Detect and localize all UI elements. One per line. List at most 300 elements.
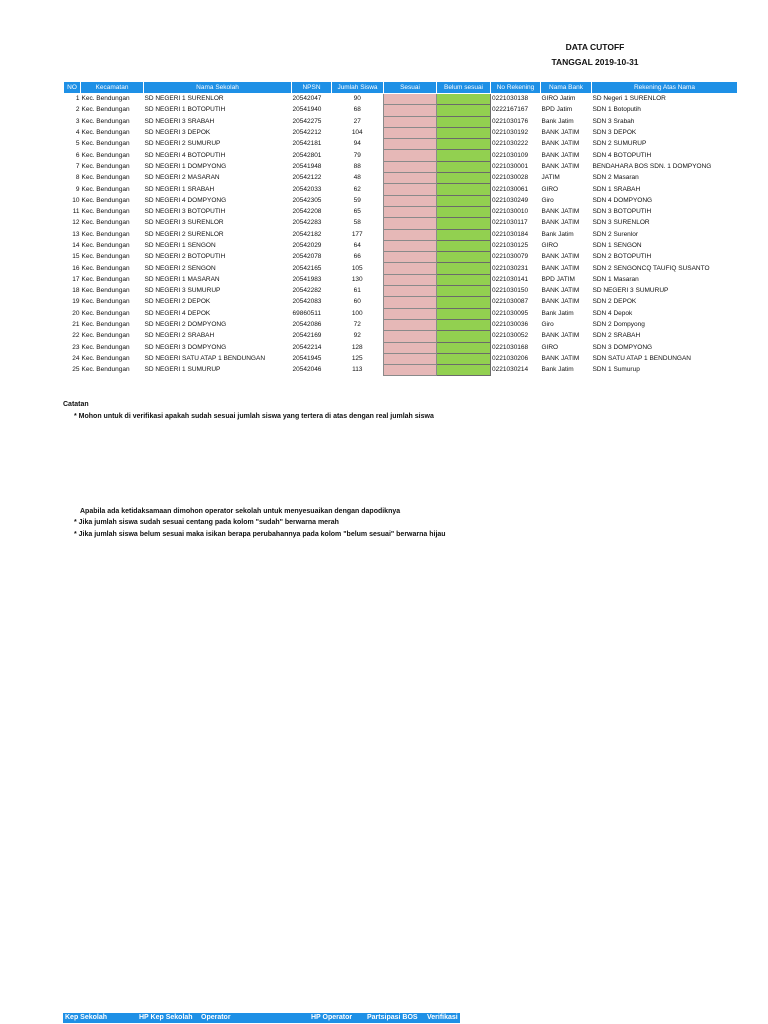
school-name-cell: SD NEGERI 2 SRABAH	[144, 332, 215, 340]
account-number-cell: 0221030001	[492, 162, 529, 170]
sesuai-cell[interactable]	[384, 274, 437, 285]
footer-verifikasi: Verifikasi	[425, 1013, 460, 1023]
student-count-cell: 68	[353, 106, 361, 114]
kecamatan-cell: Kec. Bendungan	[81, 264, 130, 272]
bank-name-cell: GIRO Jatim	[541, 95, 576, 103]
school-name-cell: SD NEGERI 1 BOTOPUTIH	[144, 106, 226, 114]
kecamatan-cell: Kec. Bendungan	[81, 117, 130, 125]
sesuai-cell[interactable]	[384, 206, 437, 217]
kecamatan-cell: Kec. Bendungan	[81, 366, 130, 374]
table-row	[64, 206, 738, 217]
row-no: 8	[75, 174, 80, 182]
row-no: 7	[75, 162, 80, 170]
npsn-cell: 20542169	[292, 332, 322, 340]
kecamatan-cell: Kec. Bendungan	[81, 321, 130, 329]
kecamatan-cell: Kec. Bendungan	[81, 298, 130, 306]
npsn-cell: 20542801	[292, 151, 322, 159]
sesuai-cell[interactable]	[384, 319, 437, 330]
belum-sesuai-cell[interactable]	[437, 331, 491, 342]
note-mismatch: Apabila ada ketidaksamaan dimohon operator sekolah untuk menyesuaikan dengan dapodiknya	[80, 508, 401, 515]
kecamatan-cell: Kec. Bendungan	[81, 242, 130, 249]
account-number-cell: 0221030028	[492, 174, 529, 182]
bank-name-cell: Bank Jatim	[541, 117, 574, 125]
row-no: 14	[72, 242, 80, 249]
account-holder-cell: SDN 4 Depok	[592, 309, 633, 317]
account-holder-cell: SDN SATU ATAP 1 BENDUNGAN	[592, 354, 691, 362]
account-holder-cell: SDN 3 BOTOPUTIH	[592, 208, 652, 216]
sheet-title: DATA CUTOFF	[565, 42, 625, 52]
row-no: 10	[72, 196, 80, 204]
student-count-cell: 61	[353, 287, 361, 295]
account-holder-cell: SDN 1 SENGON	[592, 242, 642, 249]
school-name-cell: SD NEGERI 3 DEPOK	[144, 129, 211, 137]
student-count-cell: 105	[351, 264, 363, 272]
row-no: 21	[72, 321, 80, 329]
account-number-cell: 0221030095	[492, 309, 529, 317]
account-number-cell: 0221030141	[492, 275, 529, 283]
school-name-cell: SD NEGERI 4 DEPOK	[144, 309, 211, 317]
student-count-cell: 59	[353, 196, 361, 204]
account-holder-cell: SDN 3 DOMPYONG	[592, 343, 653, 351]
bank-name-cell: BANK JATIM	[541, 219, 580, 227]
row-no: 16	[72, 264, 80, 272]
row-no: 5	[75, 140, 80, 148]
student-count-cell: 60	[353, 298, 361, 306]
table-row	[64, 319, 738, 330]
row-no: 22	[72, 332, 80, 340]
kecamatan-cell: Kec. Bendungan	[81, 287, 130, 295]
bank-name-cell: BANK JATIM	[541, 264, 580, 272]
table-row	[64, 229, 738, 240]
school-name-cell: SD NEGERI 1 SENGON	[144, 242, 216, 249]
footer-operator: Operator	[199, 1013, 309, 1023]
bank-name-cell: BANK JATIM	[541, 162, 580, 170]
belum-sesuai-cell[interactable]	[437, 240, 491, 251]
student-count-cell: 125	[351, 354, 363, 362]
bank-name-cell: BANK JATIM	[541, 129, 580, 137]
sesuai-cell[interactable]	[384, 218, 437, 229]
account-number-cell: 0221030138	[492, 95, 529, 103]
belum-sesuai-cell[interactable]	[437, 184, 491, 195]
school-name-cell: SD NEGERI 3 DOMPYONG	[144, 343, 227, 351]
belum-sesuai-cell[interactable]	[437, 297, 491, 308]
account-holder-cell: SDN 2 SENGONCQ TAUFIQ SUSANTO	[592, 264, 710, 272]
table-row	[64, 94, 738, 105]
kecamatan-cell: Kec. Bendungan	[81, 332, 130, 340]
school-name-cell: SD NEGERI 1 SUMURUP	[144, 366, 221, 374]
student-count-cell: 66	[353, 253, 361, 261]
sesuai-cell[interactable]	[384, 365, 437, 376]
table-row	[64, 218, 738, 229]
row-no: 2	[75, 106, 80, 114]
sesuai-cell[interactable]	[384, 297, 437, 308]
table-row	[64, 150, 738, 161]
belum-sesuai-cell[interactable]	[437, 206, 491, 217]
kecamatan-cell: Kec. Bendungan	[81, 129, 130, 137]
bank-name-cell: Giro	[541, 321, 554, 329]
belum-sesuai-cell[interactable]	[437, 342, 491, 353]
sesuai-cell[interactable]	[384, 94, 437, 105]
kecamatan-cell: Kec. Bendungan	[81, 309, 130, 317]
npsn-cell: 20542165	[292, 264, 322, 272]
account-number-cell: 0221030109	[492, 151, 529, 159]
kecamatan-cell: Kec. Bendungan	[81, 208, 130, 216]
bank-name-cell: Bank Jatim	[541, 309, 574, 317]
student-count-cell: 64	[353, 242, 361, 249]
table-row	[64, 184, 738, 195]
school-name-cell: SD NEGERI 2 BOTOPUTIH	[144, 253, 226, 261]
kecamatan-cell: Kec. Bendungan	[81, 196, 130, 204]
school-data-table	[63, 81, 738, 376]
account-number-cell: 0221030176	[492, 117, 529, 125]
belum-sesuai-cell[interactable]	[437, 139, 491, 150]
belum-sesuai-cell[interactable]	[437, 161, 491, 172]
npsn-cell: 20542046	[292, 366, 322, 374]
sesuai-cell[interactable]	[384, 286, 437, 297]
student-count-cell: 130	[351, 275, 363, 283]
npsn-cell: 20541940	[292, 106, 322, 114]
row-no: 3	[75, 117, 80, 125]
school-name-cell: SD NEGERI 1 MASARAN	[144, 275, 220, 283]
row-no: 18	[72, 287, 80, 295]
sesuai-cell[interactable]	[384, 331, 437, 342]
row-no: 20	[72, 309, 80, 317]
bank-name-cell: GIRO	[541, 185, 559, 193]
kecamatan-cell: Kec. Bendungan	[81, 174, 130, 182]
student-count-cell: 88	[353, 162, 361, 170]
row-no: 11	[72, 208, 80, 216]
account-number-cell: 0221030168	[492, 343, 529, 351]
school-name-cell: SD NEGERI 2 DOMPYONG	[144, 321, 227, 329]
belum-sesuai-cell[interactable]	[437, 116, 491, 127]
school-name-cell: SD NEGERI 2 SUMURUP	[144, 140, 221, 148]
kecamatan-cell: Kec. Bendungan	[81, 253, 130, 261]
account-number-cell: 0221030061	[492, 185, 529, 193]
kecamatan-cell: Kec. Bendungan	[81, 162, 130, 170]
account-holder-cell: SDN 2 BOTOPUTIH	[592, 253, 652, 261]
col-header-belum-sesuai: Belum sesuai	[437, 82, 491, 94]
npsn-cell: 20541983	[292, 275, 322, 283]
account-number-cell: 0221030150	[492, 287, 529, 295]
npsn-cell: 20542283	[292, 219, 322, 227]
sesuai-cell[interactable]	[384, 263, 437, 274]
kecamatan-cell: Kec. Bendungan	[81, 185, 130, 193]
account-holder-cell: SDN 3 Srabah	[592, 117, 635, 125]
account-holder-cell: SDN 2 DEPOK	[592, 298, 637, 306]
account-holder-cell: BENDAHARA BOS SDN. 1 DOMPYONG	[592, 162, 712, 170]
account-number-cell: 0221030214	[492, 366, 529, 374]
table-row	[64, 263, 738, 274]
npsn-cell: 20542047	[292, 95, 322, 103]
belum-sesuai-cell[interactable]	[437, 195, 491, 206]
npsn-cell: 20542033	[292, 185, 322, 193]
belum-sesuai-cell[interactable]	[437, 105, 491, 116]
npsn-cell: 20542214	[292, 343, 322, 351]
school-name-cell: SD NEGERI 2 MASARAN	[144, 174, 220, 182]
col-header-nama-sekolah: Nama Sekolah	[144, 82, 292, 94]
npsn-cell: 69860511	[292, 309, 321, 317]
col-header-npsn: NPSN	[292, 82, 332, 94]
sesuai-cell[interactable]	[384, 195, 437, 206]
table-row	[64, 127, 738, 138]
table-row	[64, 331, 738, 342]
account-number-cell: 0222167167	[492, 106, 529, 114]
student-count-cell: 177	[351, 230, 363, 238]
belum-sesuai-cell[interactable]	[437, 229, 491, 240]
row-no: 24	[72, 354, 80, 362]
npsn-cell: 20542305	[292, 196, 322, 204]
kecamatan-cell: Kec. Bendungan	[81, 151, 130, 159]
kecamatan-cell: Kec. Bendungan	[81, 106, 130, 114]
account-holder-cell: SDN 1 Sumurup	[592, 366, 640, 374]
school-name-cell: SD NEGERI 3 SRABAH	[144, 117, 215, 125]
account-number-cell: 0221030036	[492, 321, 529, 329]
belum-sesuai-cell[interactable]	[437, 353, 491, 364]
table-row	[64, 274, 738, 285]
row-no: 17	[72, 275, 80, 283]
student-count-cell: 94	[353, 140, 361, 148]
account-holder-cell: SDN 3 SURENLOR	[592, 219, 650, 227]
student-count-cell: 104	[351, 129, 363, 137]
bank-name-cell: Giro	[541, 196, 554, 204]
belum-sesuai-cell[interactable]	[437, 94, 491, 105]
row-no: 6	[75, 151, 80, 159]
sesuai-cell[interactable]	[384, 116, 437, 127]
bank-name-cell: BANK JATIM	[541, 287, 580, 295]
npsn-cell: 20542083	[292, 298, 322, 306]
school-name-cell: SD NEGERI 1 SURENLOR	[144, 95, 224, 103]
sesuai-cell[interactable]	[384, 229, 437, 240]
npsn-cell: 20542086	[292, 321, 322, 329]
account-number-cell: 0221030222	[492, 140, 529, 148]
school-name-cell: SD NEGERI 3 SURENLOR	[144, 219, 224, 227]
student-count-cell: 128	[351, 343, 363, 351]
note-belum-sesuai-instruction: * Jika jumlah siswa belum sesuai maka isikan berapa perubahannya pada kolom "belum sesuai" berwarna hijau	[74, 531, 446, 538]
student-count-cell: 48	[353, 174, 361, 182]
footer-kep-sekolah: Kep Sekolah	[63, 1013, 137, 1023]
col-header-sesuai: Sesuai	[384, 82, 437, 94]
student-count-cell: 90	[353, 95, 361, 103]
school-name-cell: SD NEGERI 2 SENGON	[144, 264, 216, 272]
bank-name-cell: GIRO	[541, 242, 559, 249]
table-row	[64, 353, 738, 364]
belum-sesuai-cell[interactable]	[437, 308, 491, 319]
account-holder-cell: SDN 2 SRABAH	[592, 332, 641, 340]
sesuai-cell[interactable]	[384, 184, 437, 195]
row-no: 13	[72, 230, 80, 238]
account-holder-cell: SDN 2 Masaran	[592, 174, 639, 182]
school-name-cell: SD NEGERI 2 DEPOK	[144, 298, 211, 306]
table-row	[64, 252, 738, 263]
sesuai-cell[interactable]	[384, 173, 437, 184]
table-row	[64, 105, 738, 116]
row-no: 15	[72, 253, 80, 261]
row-no: 19	[72, 298, 80, 306]
account-holder-cell: SD NEGERI 3 SUMURUP	[592, 287, 669, 295]
belum-sesuai-cell[interactable]	[437, 319, 491, 330]
npsn-cell: 20541945	[292, 354, 322, 362]
account-holder-cell: SDN 3 DEPOK	[592, 129, 637, 137]
table-row	[64, 342, 738, 353]
student-count-cell: 27	[353, 117, 361, 125]
account-holder-cell: SDN 1 SRABAH	[592, 185, 641, 193]
notes-heading: Catatan	[63, 401, 89, 408]
account-holder-cell: SDN 4 DOMPYONG	[592, 196, 653, 204]
npsn-cell: 20542212	[292, 129, 322, 137]
sesuai-cell[interactable]	[384, 150, 437, 161]
col-header-no-rekening: No Rekening	[491, 82, 541, 94]
student-count-cell: 92	[353, 332, 361, 340]
bank-name-cell: Bank Jatim	[541, 230, 574, 238]
col-header-rekening-atas-nama: Rekening Atas Nama	[592, 82, 738, 94]
table-row	[64, 116, 738, 127]
note-sesuai-instruction: * Jika jumlah siswa sudah sesuai centang pada kolom "sudah" berwarna merah	[74, 519, 339, 526]
row-no: 1	[75, 95, 80, 103]
belum-sesuai-cell[interactable]	[437, 365, 491, 376]
school-name-cell: SD NEGERI 4 DOMPYONG	[144, 196, 227, 204]
npsn-cell: 20542122	[292, 174, 322, 182]
npsn-cell: 20542029	[292, 242, 322, 249]
table-row	[64, 365, 738, 376]
npsn-cell: 20542275	[292, 117, 322, 125]
table-row	[64, 195, 738, 206]
kecamatan-cell: Kec. Bendungan	[81, 275, 130, 283]
note-verify: * Mohon untuk di verifikasi apakah sudah sesuai jumlah siswa yang tertera di atas dengan real jumlah siswa	[74, 413, 434, 420]
sesuai-cell[interactable]	[384, 342, 437, 353]
kecamatan-cell: Kec. Bendungan	[81, 219, 130, 227]
table-row	[64, 161, 738, 172]
school-name-cell: SD NEGERI 2 SURENLOR	[144, 230, 224, 238]
table-row	[64, 297, 738, 308]
sesuai-cell[interactable]	[384, 240, 437, 251]
row-no: 4	[75, 129, 80, 137]
bank-name-cell: Bank Jatim	[541, 366, 574, 374]
account-number-cell: 0221030010	[492, 208, 529, 216]
sesuai-cell[interactable]	[384, 139, 437, 150]
table-row	[64, 173, 738, 184]
footer-hp-kep-sekolah: HP Kep Sekolah	[137, 1013, 199, 1023]
table-row	[64, 139, 738, 150]
student-count-cell: 100	[351, 309, 363, 317]
account-number-cell: 0221030117	[492, 219, 528, 227]
student-count-cell: 65	[353, 208, 361, 216]
belum-sesuai-cell[interactable]	[437, 286, 491, 297]
school-name-cell: SD NEGERI 3 SUMURUP	[144, 287, 221, 295]
bank-name-cell: BANK JATIM	[541, 298, 580, 306]
sesuai-cell[interactable]	[384, 308, 437, 319]
account-holder-cell: SDN 2 Surenlor	[592, 230, 639, 238]
bank-name-cell: BPD JATIM	[541, 275, 575, 283]
belum-sesuai-cell[interactable]	[437, 127, 491, 138]
account-number-cell: 0221030184	[492, 230, 529, 238]
student-count-cell: 113	[352, 366, 363, 374]
row-no: 25	[72, 366, 80, 374]
kecamatan-cell: Kec. Bendungan	[81, 140, 130, 148]
bank-name-cell: BANK JATIM	[541, 140, 580, 148]
account-number-cell: 0221030079	[492, 253, 529, 261]
npsn-cell: 20542078	[292, 253, 322, 261]
account-holder-cell: SDN 4 BOTOPUTIH	[592, 151, 652, 159]
sesuai-cell[interactable]	[384, 161, 437, 172]
bank-name-cell: GIRO	[541, 343, 559, 351]
footer-hp-operator: HP Operator	[309, 1013, 365, 1023]
row-no: 9	[75, 185, 80, 193]
row-no: 12	[72, 219, 80, 227]
bank-name-cell: BPD Jatim	[541, 106, 573, 114]
account-holder-cell: SDN 1 Botoputih	[592, 106, 641, 114]
school-name-cell: SD NEGERI 4 BOTOPUTIH	[144, 151, 226, 159]
npsn-cell: 20542181	[292, 140, 322, 148]
kecamatan-cell: Kec. Bendungan	[81, 343, 130, 351]
belum-sesuai-cell[interactable]	[437, 274, 491, 285]
belum-sesuai-cell[interactable]	[437, 263, 491, 274]
npsn-cell: 20542282	[292, 287, 322, 295]
table-row	[64, 240, 738, 251]
student-count-cell: 72	[353, 321, 361, 329]
sesuai-cell[interactable]	[384, 353, 437, 364]
npsn-cell: 20541948	[292, 162, 322, 170]
school-name-cell: SD NEGERI 1 DOMPYONG	[144, 162, 227, 170]
school-name-cell: SD NEGERI 3 BOTOPUTIH	[144, 208, 226, 216]
account-number-cell: 0221030087	[492, 298, 529, 306]
belum-sesuai-cell[interactable]	[437, 150, 491, 161]
student-count-cell: 62	[353, 185, 361, 193]
sesuai-cell[interactable]	[384, 127, 437, 138]
school-name-cell: SD NEGERI 1 SRABAH	[144, 185, 215, 193]
account-holder-cell: SD Negeri 1 SURENLOR	[592, 95, 666, 103]
col-header-no: NO	[64, 82, 81, 94]
account-number-cell: 0221030249	[492, 196, 529, 204]
account-holder-cell: SDN 1 Masaran	[592, 275, 639, 283]
account-number-cell: 0221030125	[492, 242, 529, 249]
col-header-nama-bank: Nama Bank	[541, 82, 592, 94]
sesuai-cell[interactable]	[384, 105, 437, 116]
bank-name-cell: BANK JATIM	[541, 208, 580, 216]
belum-sesuai-cell[interactable]	[437, 218, 491, 229]
account-number-cell: 0221030052	[492, 332, 529, 340]
kecamatan-cell: Kec. Bendungan	[81, 95, 130, 103]
kecamatan-cell: Kec. Bendungan	[81, 354, 130, 362]
bank-name-cell: BANK JATIM	[541, 354, 580, 362]
belum-sesuai-cell[interactable]	[437, 173, 491, 184]
account-number-cell: 0221030206	[492, 354, 529, 362]
col-header-kecamatan: Kecamatan	[81, 82, 144, 94]
npsn-cell: 20542208	[292, 208, 322, 216]
belum-sesuai-cell[interactable]	[437, 252, 491, 263]
account-holder-cell: SDN 2 Dompyong	[592, 321, 645, 329]
sesuai-cell[interactable]	[384, 252, 437, 263]
bank-name-cell: BANK JATIM	[541, 253, 580, 261]
table-row	[64, 286, 738, 297]
account-number-cell: 0221030192	[492, 129, 529, 137]
cutoff-date: TANGGAL 2019-10-31	[551, 57, 639, 67]
footer-header-row	[63, 1013, 460, 1023]
school-name-cell: SD NEGERI SATU ATAP 1 BENDUNGAN	[144, 354, 266, 362]
student-count-cell: 58	[353, 219, 361, 227]
col-header-jumlah-siswa: Jumlah Siswa	[332, 82, 384, 94]
table-header-row	[64, 82, 738, 94]
npsn-cell: 20542182	[292, 230, 322, 238]
footer-partisipasi-bos: Partsipasi BOS	[365, 1013, 425, 1023]
student-count-cell: 79	[353, 151, 361, 159]
row-no: 23	[72, 343, 80, 351]
account-number-cell: 0221030231	[492, 264, 529, 272]
bank-name-cell: JATIM	[541, 174, 560, 182]
bank-name-cell: BANK JATIM	[541, 151, 580, 159]
account-holder-cell: SDN 2 SUMURUP	[592, 140, 647, 148]
bank-name-cell: BANK JATIM	[541, 332, 580, 340]
kecamatan-cell: Kec. Bendungan	[81, 230, 130, 238]
